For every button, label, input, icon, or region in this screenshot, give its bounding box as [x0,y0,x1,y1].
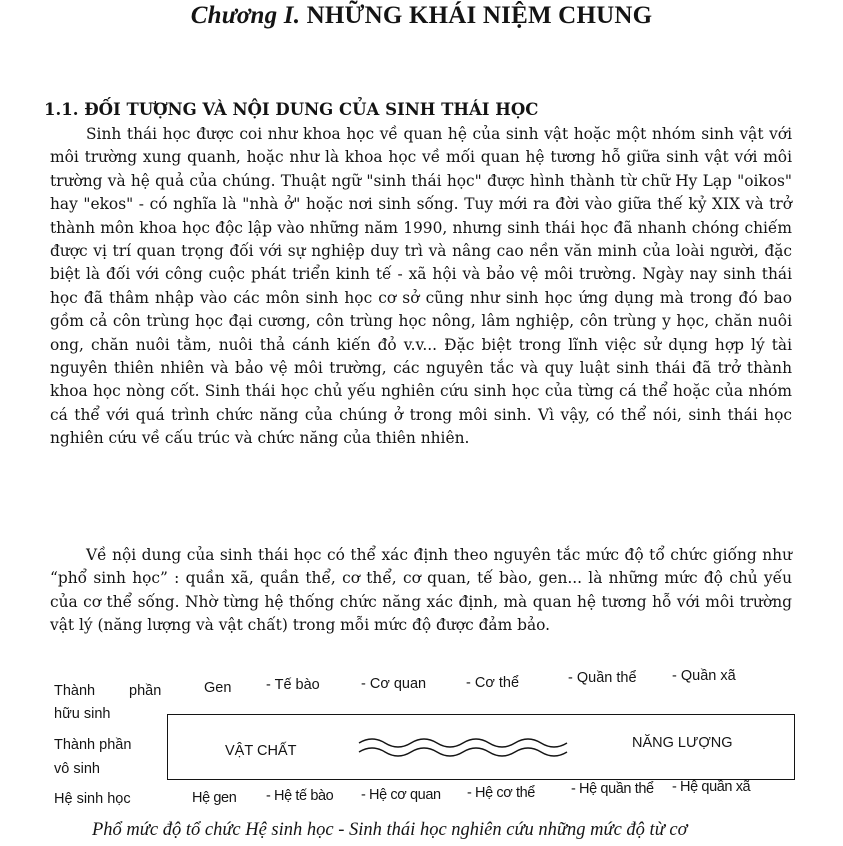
row1-label-b: phần [129,683,162,699]
row3-item: - Hệ cơ quan [361,787,441,803]
row3-label: Hệ sinh học [54,791,131,807]
energy-label: NĂNG LƯỢNG [632,735,733,751]
row1-item: Gen [204,680,232,696]
row3-item: - Hệ quần xã [672,779,751,795]
row1-item: - Quần xã [672,668,736,684]
matter-label: VẬT CHẤT [225,743,297,759]
row1-label-c: hữu sinh [54,706,111,722]
row1-label-a: Thành [54,683,96,699]
row3-item: - Hệ quần thể [571,781,654,797]
row1-item: - Cơ quan [361,676,427,692]
section-heading: 1.1. ĐỐI TƯỢNG VÀ NỘI DUNG CỦA SINH THÁI HỌC [44,100,539,119]
row1-item: - Tế bào [266,677,320,693]
row1-item: - Quần thể [568,670,637,686]
row1-item: - Cơ thể [466,675,520,691]
chapter-name: NHỮNG KHÁI NIỆM CHUNG [306,2,653,29]
row3-item: - Hệ tế bào [266,788,334,804]
row3-item: - Hệ cơ thể [467,785,535,801]
chapter-prefix: Chương I. [190,2,301,29]
figure-caption: Phổ mức độ tổ chức Hệ sinh học - Sinh thái học nghiên cứu những mức độ từ cơ [92,820,688,840]
paragraph-2: Về nội dung của sinh thái học có thể xác định theo nguyên tắc mức độ tổ chức giống như “phổ sinh học” : quần xã, quần thể, cơ thể, cơ quan, tế bào, gen... là những mức độ chủ yếu của cơ thể sống. Nhờ từng hệ thống chức năng xác định, mà quan hệ tương hỗ với môi trường vật lý (năng lượng và vật chất) trong mỗi mức độ được đảm bảo. [50,546,792,635]
paragraph-1: Sinh thái học được coi như khoa học về quan hệ của sinh vật hoặc một nhóm sinh vật với môi trường xung quanh, hoặc như là khoa học về mối quan hệ tương hỗ giữa sinh vật với môi trường và hệ quả của chúng. Thuật ngữ "sinh thái học" được hình thành từ chữ Hy Lạp "oikos" hay "ekos" - có nghĩa là "nhà ở" hoặc nơi sinh sống. Tuy mới ra đời vào giữa thế kỷ XIX và trở thành môn khoa học độc lập vào những năm 1990, nhưng sinh thái học đã nhanh chóng chiếm được vị trí quan trọng đối với sự nghiệp duy trì và nâng cao nền văn minh của loài người, đặc biệt là đối với công cuộc phát triển kinh tế - xã hội và bảo vệ môi trường. Ngày nay sinh thái học đã thâm nhập vào các môn sinh học cơ sở cũng như sinh học ứng dụng mà trong đó bao gồm cả côn trùng học đại cương, côn trùng học nông, lâm nghiệp, côn trùng y học, chăn nuôi ong, chăn nuôi tằm, nuôi thả cánh kiến đỏ v.v... Đặc biệt trong lĩnh việc sử dụng hợp lý tài nguyên thiên nhiên và bảo vệ môi trường, các nguyên tắc và quy luật sinh thái đã trở thành khoa học nòng cốt. Sinh thái học chủ yếu nghiên cứu sinh học của từng cá thể hoặc của nhóm cá thể với quá trình chức năng của chúng ở trong môi sinh. Vì vậy, có thể nói, sinh thái học nghiên cứu về cấu trúc và chức năng của thiên nhiên. [50,125,792,448]
row2-label-b: vô sinh [54,761,100,777]
exchange-wave-icon [355,732,577,760]
row3-item: Hệ gen [192,790,237,806]
row2-label-a: Thành phần [54,737,132,753]
